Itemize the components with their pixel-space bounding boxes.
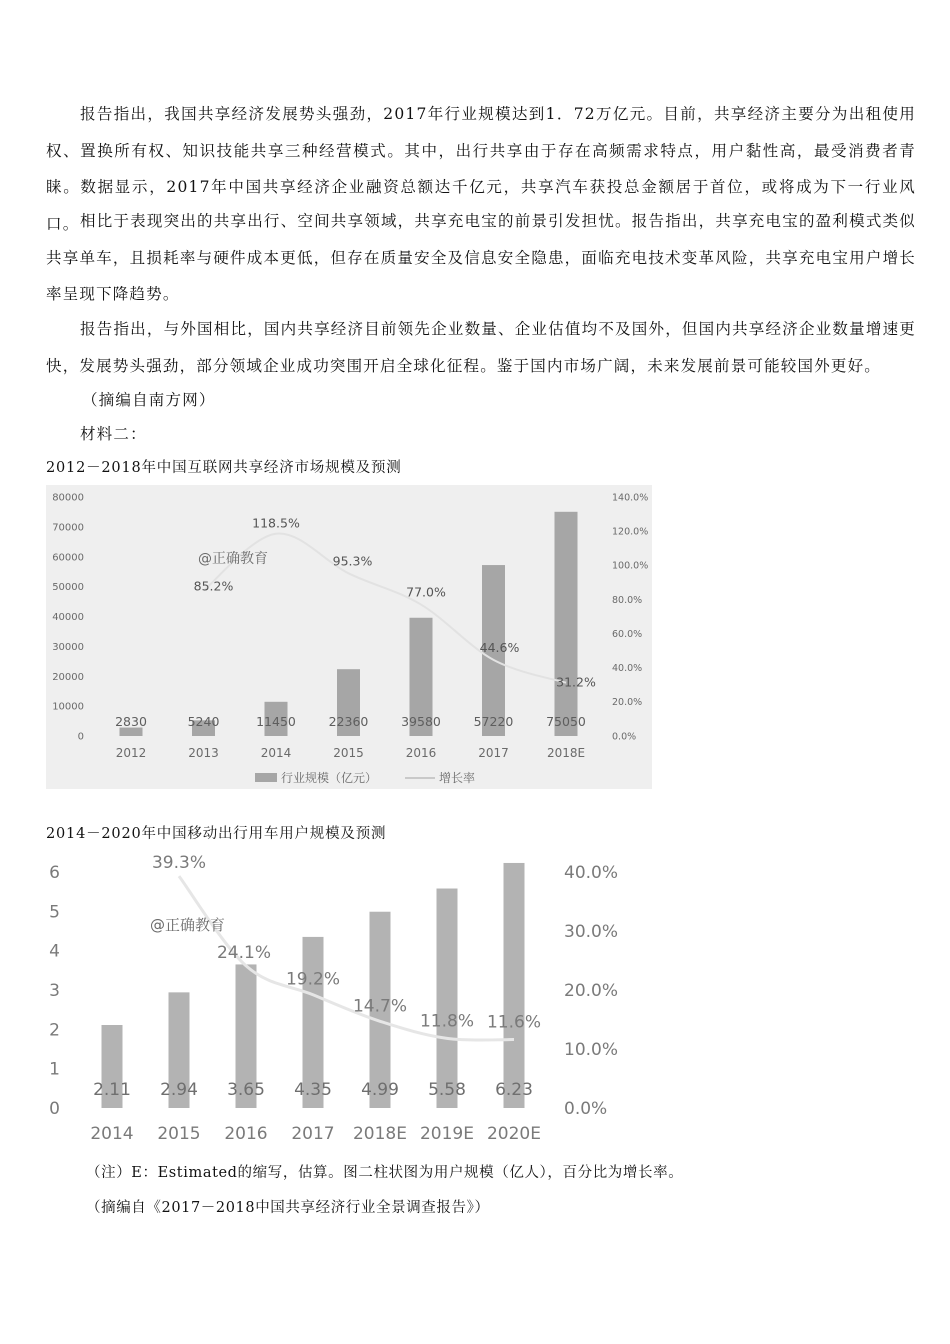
y-right-tick-label: 0.0% [612, 731, 637, 743]
x-category-label: 2015 [333, 746, 364, 760]
x-category-label: 2017 [478, 746, 509, 760]
bar-value-label: 5.58 [428, 1080, 466, 1100]
growth-rate-label: 11.8% [419, 1011, 475, 1032]
chart-background [30, 852, 650, 1152]
y-left-tick-label: 1 [49, 1059, 60, 1080]
bar-value-label: 11450 [256, 714, 296, 729]
bar-value-label: 4.99 [361, 1080, 399, 1100]
growth-rate-label: 31.2% [556, 674, 596, 690]
growth-rate-label: 19.2% [285, 969, 341, 990]
legend-line-label: 增长率 [439, 771, 476, 785]
note: （注）E：Estimated的缩写，估算。图二柱状图为用户规模（亿人），百分比为增长率。 [86, 1165, 684, 1181]
y-right-tick-label: 60.0% [612, 628, 643, 640]
x-category-label: 2018E [546, 746, 586, 760]
y-left-tick-label: 0 [49, 1098, 60, 1119]
bar-value-label: 22360 [328, 714, 369, 729]
x-category-label: 2014 [260, 746, 292, 760]
x-category-label: 2012 [115, 746, 147, 760]
x-category-label: 2018E [352, 1124, 408, 1144]
y-left-tick-label: 70000 [52, 522, 84, 534]
growth-rate-label: 11.6% [486, 1012, 542, 1033]
growth-rate-label: 95.3% [332, 553, 373, 569]
y-right-tick-label: 10.0% [564, 1039, 619, 1060]
chart2-title: 2014－2020年中国移动出行用车用户规模及预测 [46, 826, 387, 842]
watermark: @正确教育 [150, 916, 226, 934]
x-category-label: 2013 [188, 746, 219, 760]
bar-value-label: 5240 [187, 714, 220, 729]
y-right-tick-label: 20.0% [612, 697, 643, 709]
y-left-tick-label: 4 [49, 941, 60, 962]
y-right-tick-label: 100.0% [612, 560, 649, 572]
y-right-tick-label: 0.0% [564, 1098, 608, 1119]
y-right-tick-label: 80.0% [612, 594, 643, 606]
y-left-tick-label: 30000 [52, 641, 84, 653]
bar-value-label: 2830 [115, 714, 147, 729]
paragraph-2: 相比于表现突出的共享出行、空间共享领域，共享充电宝的前景引发担忧。报告指出，共享充电宝的盈利模式类似共享单车，且损耗率与硬件成本更低，但存在质量安全及信息安全隐患，面临充电技术变革风险，共享充电宝用户增长率呈现下降趋势。 [46, 212, 916, 303]
y-left-tick-label: 20000 [52, 671, 84, 683]
chart1 [46, 485, 652, 789]
bar-value-label: 6.23 [495, 1080, 533, 1100]
legend-bar-swatch [255, 773, 277, 782]
x-category-label: 2014 [90, 1124, 134, 1144]
growth-rate-label: 24.1% [216, 942, 272, 963]
chart2 [30, 852, 650, 1152]
bar-2018E [555, 512, 578, 736]
bar-value-label: 4.35 [294, 1080, 332, 1100]
y-right-tick-label: 20.0% [564, 980, 619, 1001]
growth-rate-label: 14.7% [352, 996, 408, 1017]
x-category-label: 2016 [224, 1124, 268, 1144]
growth-rate-label: 118.5% [252, 515, 300, 531]
growth-rate-label: 39.3% [151, 853, 207, 874]
growth-rate-label: 44.6% [479, 639, 520, 655]
x-category-label: 2017 [291, 1124, 335, 1144]
bar-value-label: 39580 [401, 714, 441, 729]
y-left-tick-label: 5 [49, 902, 60, 923]
watermark: @正确教育 [198, 551, 268, 567]
paragraph-3: 报告指出，与外国相比，国内共享经济目前领先企业数量、企业估值均不及国外，但国内共享经济企业数量增速更快，发展势头强劲，部分领域企业成功突围开启全球化征程。鉴于国内市场广阔，未来发展前景可能较国外更好。 [46, 320, 916, 375]
material-label: 材料二： [80, 425, 147, 443]
bar-value-label: 2.94 [160, 1080, 198, 1100]
y-left-tick-label: 50000 [52, 582, 84, 594]
y-right-tick-label: 40.0% [612, 663, 643, 675]
y-left-tick-label: 2 [49, 1020, 60, 1041]
bar-2020E [504, 863, 525, 1108]
y-right-tick-label: 30.0% [564, 921, 619, 942]
y-right-tick-label: 120.0% [612, 526, 649, 538]
bar-value-label: 3.65 [227, 1080, 265, 1100]
source-1: （摘编自南方网） [82, 391, 216, 409]
x-category-label: 2015 [157, 1124, 201, 1144]
y-left-tick-label: 40000 [52, 612, 84, 623]
y-left-tick-label: 6 [49, 862, 60, 883]
bar-value-label: 2.11 [93, 1080, 131, 1100]
paragraph-1: 报告指出，我国共享经济发展势头强劲，2017年行业规模达到1．72万亿元。目前，共享经济主要分为出租使用权、置换所有权、知识技能共享三种经营模式。其中，出行共享由于存在高频需求特点，用户黏性高，最受消费者青睐。数据显示，2017年中国共享经济企业融资总额达千亿元，共享汽车获投总金额居于首位，或将成为下一行业风口。 [46, 105, 916, 233]
bar-2019E [437, 889, 458, 1108]
y-right-tick-label: 140.0% [612, 492, 649, 504]
x-category-label: 2020E [486, 1124, 542, 1144]
chart1-title: 2012－2018年中国互联网共享经济市场规模及预测 [46, 460, 402, 476]
y-right-tick-label: 40.0% [564, 862, 619, 883]
y-left-tick-label: 10000 [52, 701, 84, 713]
source-2: （摘编自《2017－2018中国共享经济行业全景调查报告》） [86, 1200, 490, 1216]
x-category-label: 2019E [419, 1124, 475, 1144]
y-left-tick-label: 0 [77, 731, 84, 743]
bar-value-label: 57220 [473, 714, 514, 729]
bar-value-label: 75050 [546, 714, 586, 729]
y-left-tick-label: 60000 [52, 552, 84, 564]
x-category-label: 2016 [405, 746, 437, 760]
y-left-tick-label: 80000 [52, 492, 84, 504]
y-left-tick-label: 3 [49, 980, 60, 1001]
legend-bar-label: 行业规模（亿元） [281, 771, 378, 785]
growth-rate-label: 85.2% [193, 578, 234, 594]
growth-rate-label: 77.0% [406, 584, 446, 600]
